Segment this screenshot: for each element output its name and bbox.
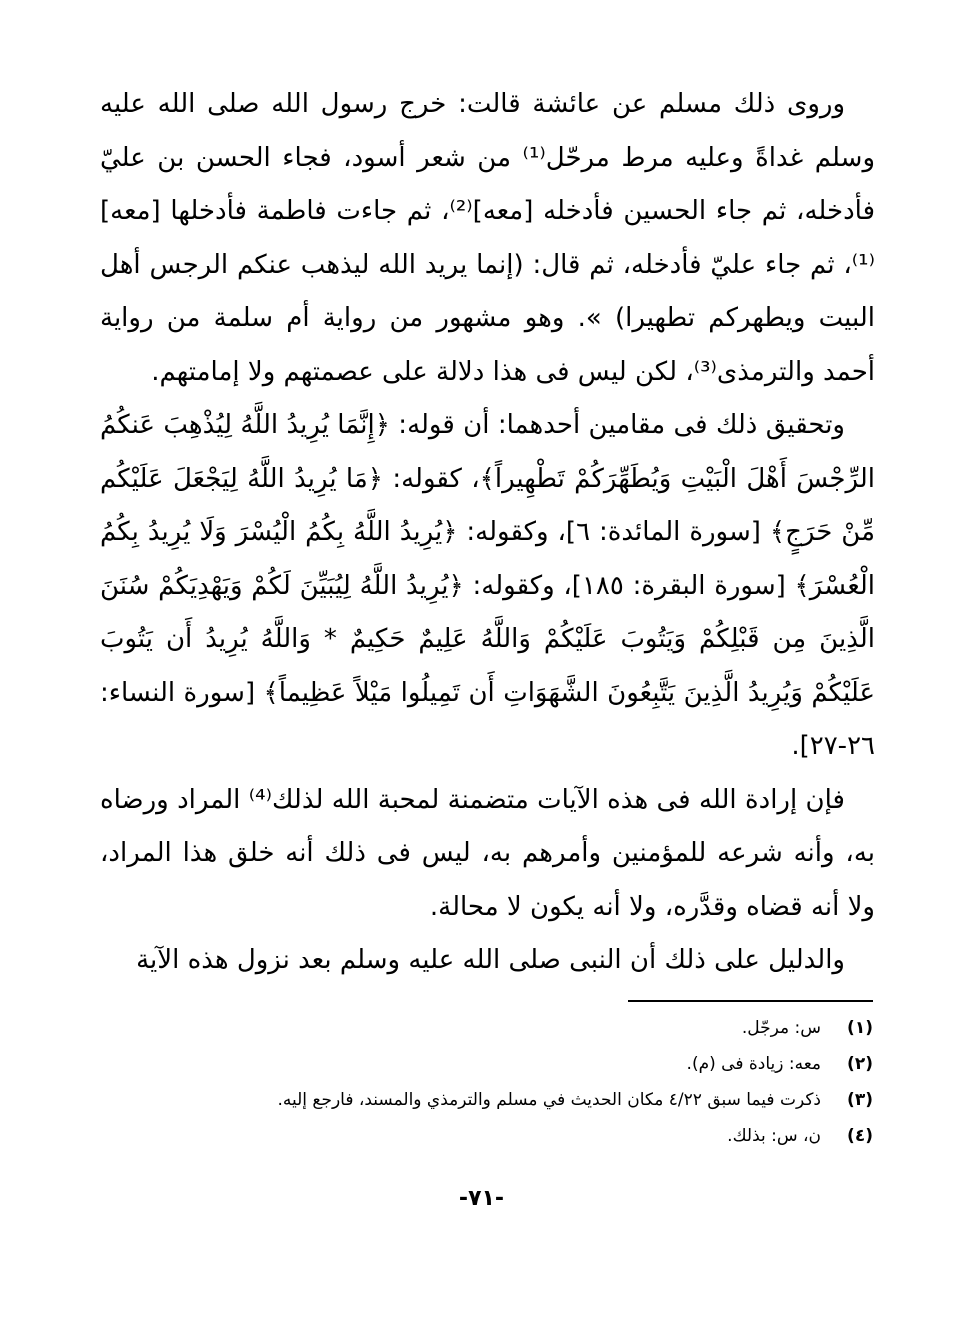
footnotes — [240, 1010, 873, 1154]
footnote-text: ن، س: بذلك. — [727, 1126, 821, 1146]
footnote-text: ذكرت فيما سبق ٤/٢٢ مكان الحديث في مسلم والترمذي والمسند، فارجع إليه. — [277, 1090, 821, 1110]
footnote-2 — [240, 1046, 873, 1082]
footnote-separator — [628, 1000, 873, 1002]
main-text — [100, 78, 875, 988]
paragraph-2: وتحقيق ذلك فى مقامين أحدهما: أن قوله: ﴿إِنَّمَا يُرِيدُ اللَّهُ لِيُذْهِبَ عَنكُمُ الرِّجْسَ أَهْلَ الْبَيْتِ وَيُطَهِّرَكُمْ تَطْهِيراً﴾، كقوله: ﴿مَا يُرِيدُ اللَّهُ لِيَجْعَلَ عَلَيْكُم مِّنْ حَرَجٍ﴾ [سورة المائدة: ٦]، وكقوله: ﴿يُرِيدُ اللَّهُ بِكُمُ الْيُسْرَ وَلَا يُرِيدُ بِكُمُ الْعُسْرَ﴾ [سورة البقرة: ١٨٥]، وكقوله: ﴿يُرِيدُ اللَّهُ لِيُبَيِّنَ لَكُمْ وَيَهْدِيَكُمْ سُنَنَ الَّذِينَ مِن قَبْلِكُمْ وَيَتُوبَ عَلَيْكُمْ وَاللَّهُ عَلِيمٌ حَكِيمٌ * وَاللَّهُ يُرِيدُ أَن يَتُوبَ عَلَيْكُمْ وَيُرِيدُ الَّذِينَ يَتَّبِعُونَ الشَّهَوَاتِ أَن تَمِيلُوا مَيْلاً عَظِيماً﴾ [سورة النساء: ٢٦-٢٧]. — [100, 410, 876, 761]
footnote-1 — [240, 1010, 873, 1046]
footnote-text: س: مرجّل. — [741, 1018, 821, 1038]
paragraph-1: وروى ذلك مسلم عن عائشة قالت: خرج رسول الله صلى الله عليه وسلم غداةً وعليه مرط مرحّل⁽¹⁾ من شعر أسود، فجاء الحسن بن عليّ فأدخله، ثم جاء الحسين فأدخله [معه]⁽²⁾، ثم جاءت فاطمة فأدخلها [معه]⁽¹⁾، ثم جاء عليّ فأدخله، ثم قال: (إنما يريد الله ليذهب عنكم الرجس أهل البيت ويطهركم تطهيرا) ». وهو مشهور من رواية أم سلمة من رواية أحمد والترمذى⁽³⁾، لكن ليس فى هذا دلالة على عصمتهم ولا إمامتهم. — [100, 89, 875, 387]
footnote-number: (٣) — [847, 1090, 873, 1110]
footnote-number: (٤) — [847, 1126, 873, 1146]
footnote-4 — [240, 1118, 873, 1154]
footnote-number: (١) — [847, 1018, 873, 1038]
paragraph-4: والدليل على ذلك أن النبى صلى الله عليه وسلم بعد نزول هذه الآية — [136, 945, 845, 975]
footnote-text: معه: زيادة فى (م). — [686, 1054, 821, 1074]
footnote-3 — [240, 1082, 873, 1118]
footnote-number: (٢) — [847, 1054, 873, 1074]
page-number: -٧١- — [458, 1186, 505, 1211]
paragraph-3: فإن إرادة الله فى هذه الآيات متضمنة لمحبة الله لذلك⁽⁴⁾ المراد ورضاه به، وأنه شرعه للمؤمنين وأمرهم به، ليس فى ذلك أنه خلق هذا المراد، ولا أنه قضاه وقدَّره، ولا أنه يكون لا محالة. — [100, 784, 875, 922]
